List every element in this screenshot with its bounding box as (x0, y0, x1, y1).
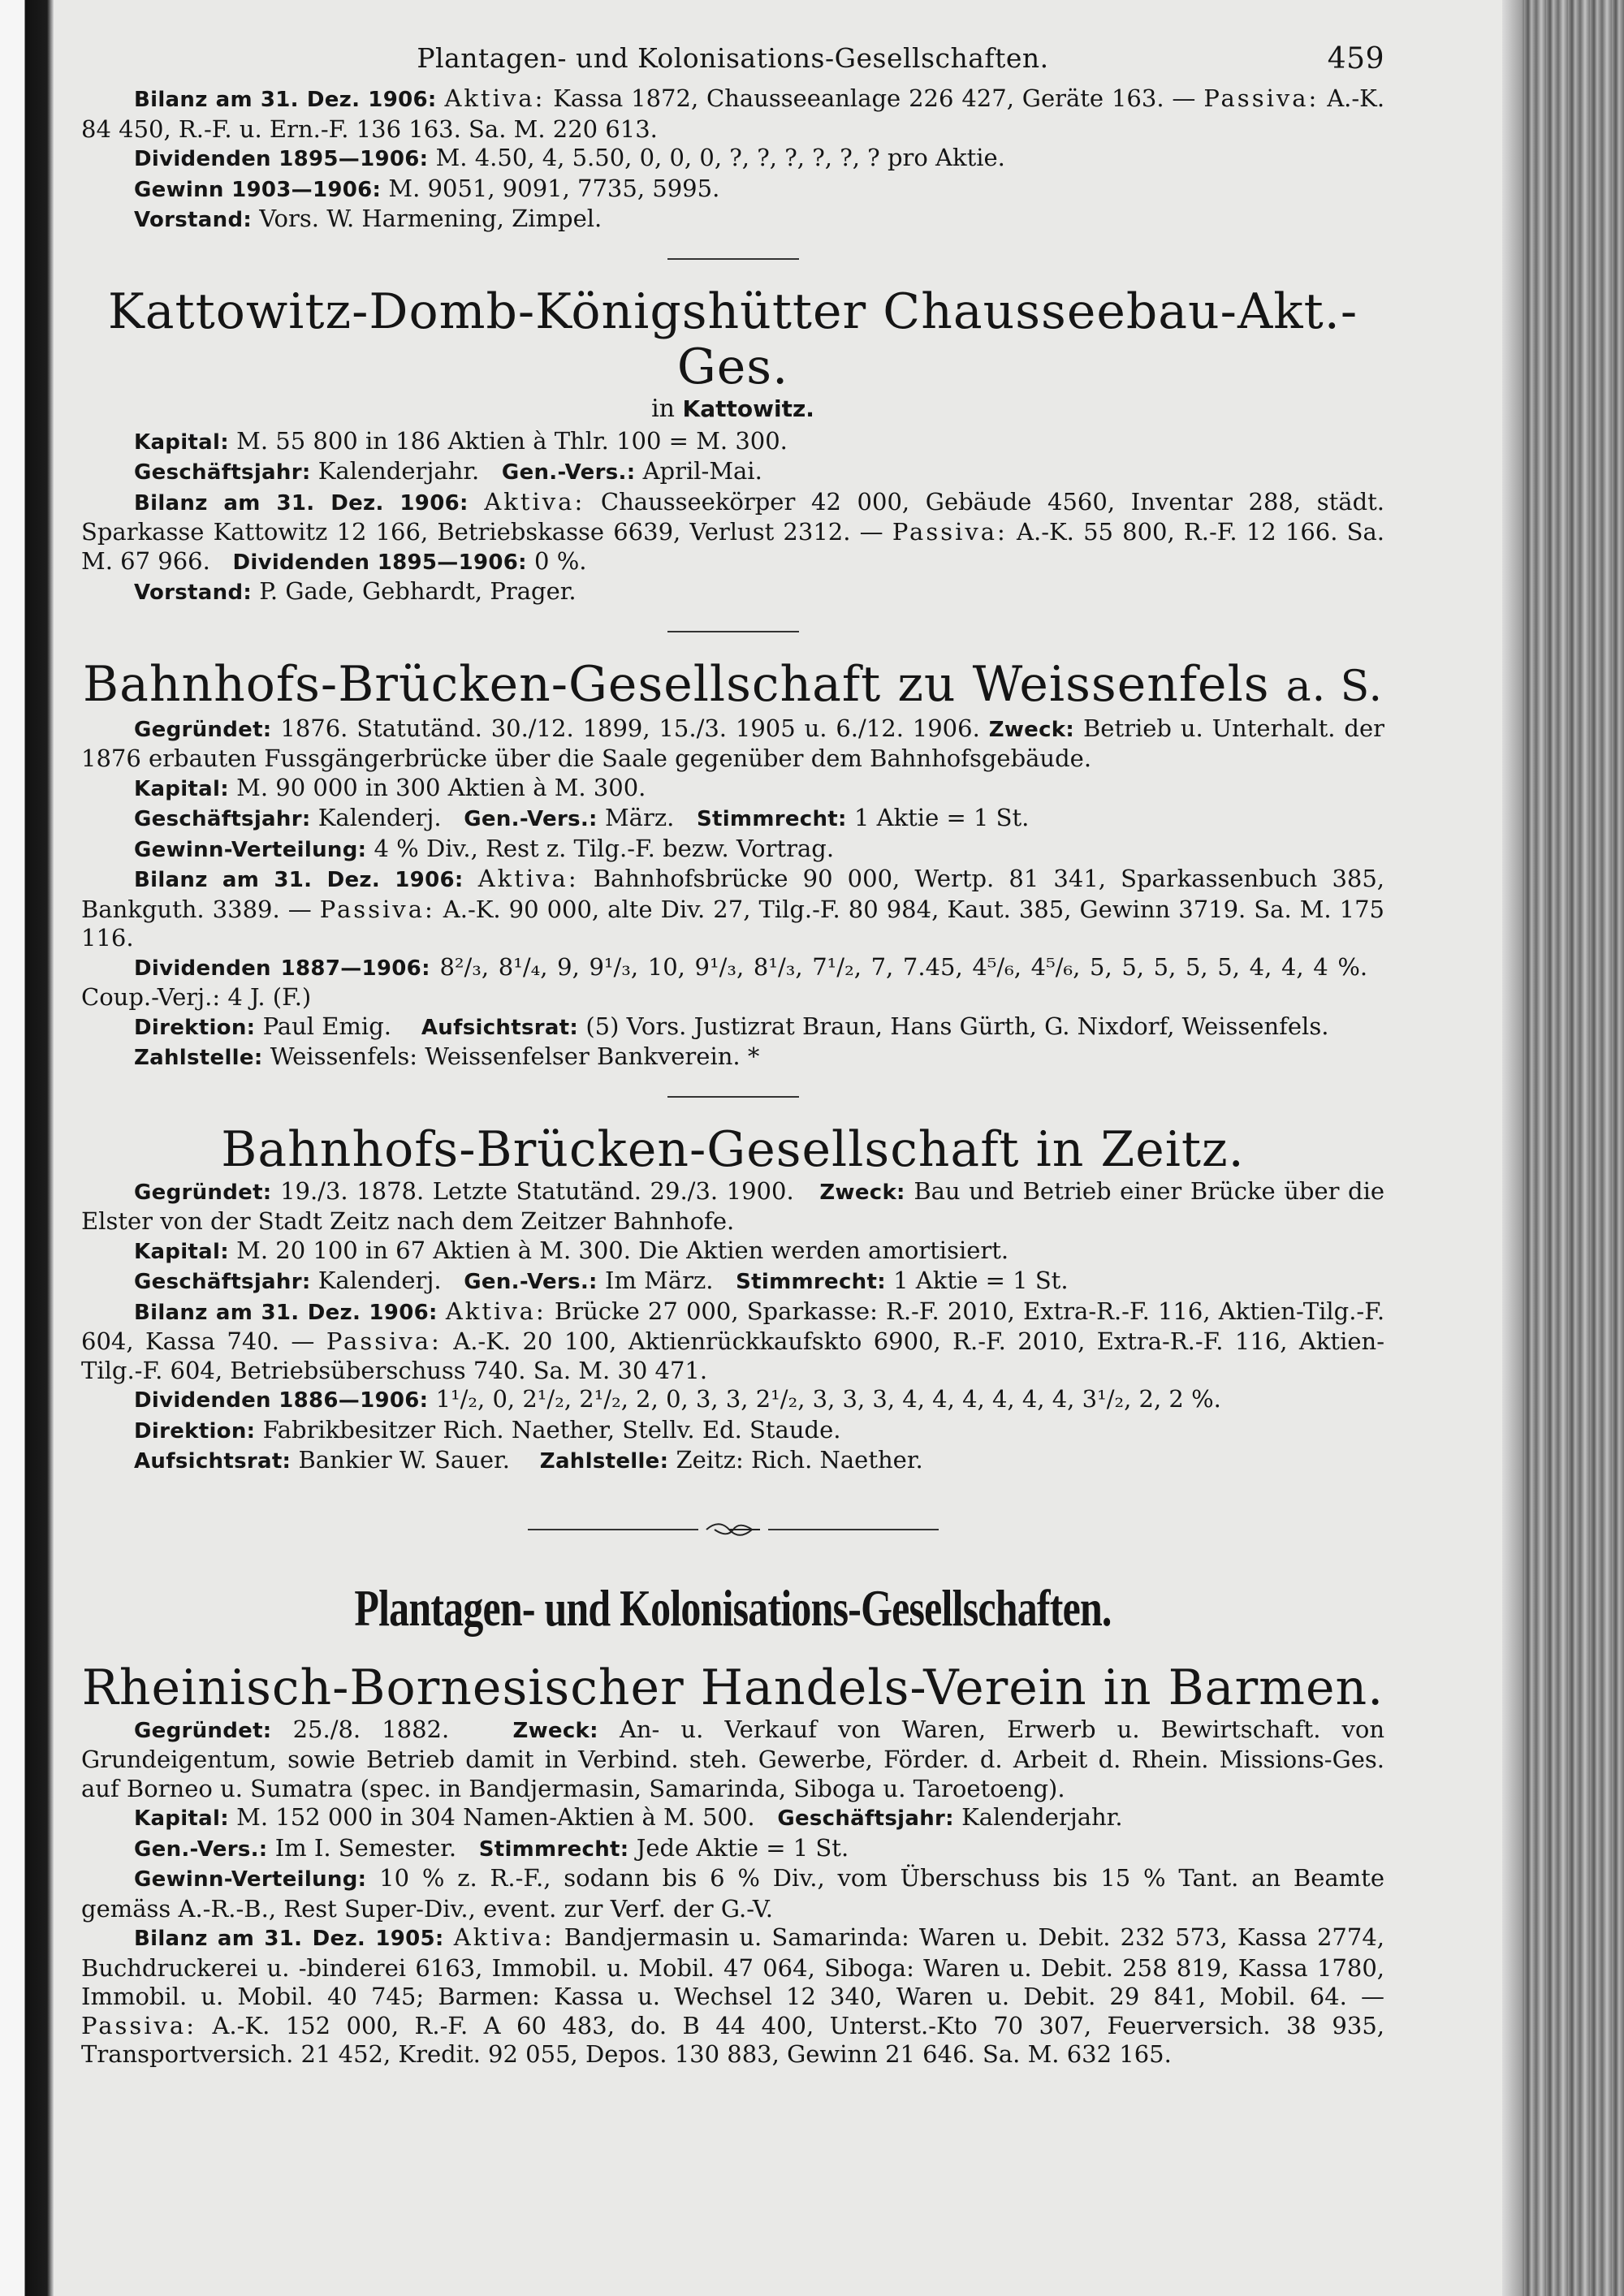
page-number: 459 (1327, 42, 1384, 76)
kapital-line: Kapital: M. 20 100 in 67 Aktien à M. 300. Die Aktien werden amortisiert. (134, 1236, 1009, 1264)
separator-rule (667, 258, 799, 260)
gewinnverteilung-paragraph: Gewinn-Verteilung: 10 % z. R.-F., sodann bis 6 % Div., vom Überschuss bis 15 % Tant. an Beamte gemäss A.-R.-B., Rest Super-Div., event. zur Verf. der G.-V. (81, 1864, 1385, 1923)
section-ornament (81, 1521, 1384, 1539)
dividenden-paragraph: Dividenden 1887—1906: 8²/₃, 8¹/₄, 9, 9¹/₃, 10, 9¹/₃, 8¹/₃, 7¹/₂, 7, 7.45, 4⁵/₆, 4⁵/₆, 5, 5, 5, 5, 5, 4, 4, 4 %. Coup.-Verj.: 4 J. (F.) (81, 952, 1368, 1011)
gewinnverteilung-line: Gewinn-Verteilung: 4 % Div., Rest z. Tilg.-F. bezw. Vortrag. (134, 834, 835, 862)
scan-right-edge (1502, 0, 1624, 2296)
section-title: Plantagen- und Kolonisations-Gesellschaften. (354, 1578, 1112, 1637)
entry-previous-continuation (81, 84, 1384, 235)
entry-weissenfels (81, 657, 1384, 1073)
entry-location: in Kattowitz. (651, 394, 814, 423)
direktion-paragraph: Direktion: Paul Emig. Aufsichtsrat: (5) Vors. Justizrat Braun, Hans Gürth, G. Nixdorf, Weissenfels. (134, 1012, 1329, 1040)
bilanz-paragraph: Bilanz am 31. Dez. 1906: Aktiva: Bahnhofsbrücke 90 000, Wertp. 81 341, Sparkassenbuch 385, Bankguth. 3389. — Passiva: A.-K. 90 000, alte Div. 27, Tilg.-F. 80 984, Kaut. 385, Gewinn 3719. Sa. M. 175 116. (81, 865, 1385, 952)
kapital-line: Kapital: M. 90 000 in 300 Aktien à M. 300. (134, 773, 646, 801)
running-head-title: Plantagen- und Kolonisations-Gesellschaften. (417, 42, 1049, 74)
kapital-line: Kapital: M. 55 800 in 186 Aktien à Thlr. 100 = M. 300. (134, 426, 788, 455)
kapital-paragraph: Kapital: M. 152 000 in 304 Namen-Aktien à M. 500. Geschäftsjahr: Kalenderjahr. (134, 1803, 1123, 1831)
dividenden-line: Dividenden 1886—1906: 1¹/₂, 0, 2¹/₂, 2¹/₂, 2, 0, 3, 3, 2¹/₂, 3, 3, 3, 4, 4, 4, 4, 4, 4, 3¹/₂, 2, 2 %. (134, 1385, 1221, 1413)
aufsichtsrat-line: Aufsichtsrat: Bankier W. Sauer. Zahlstelle: Zeitz: Rich. Naether. (134, 1446, 923, 1474)
entry-barmen (81, 1660, 1384, 2069)
dividenden-line: Dividenden 1895—1906: M. 4.50, 4, 5.50, 0, 0, 0, ?, ?, ?, ?, ?, ? pro Aktie. (134, 144, 1005, 171)
entry-zeitz (81, 1122, 1384, 1477)
entry-title: Rheinisch-Bornesischer Handels-Verein in Barmen. (81, 1659, 1384, 1716)
gewinn-line: Gewinn 1903—1906: M. 9051, 9091, 7735, 5995. (134, 174, 720, 202)
zahlstelle-line: Zahlstelle: Weissenfels: Weissenfelser Bankverein. * (134, 1042, 760, 1070)
gegruendet-paragraph: Gegründet: 25./8. 1882. Zweck: An- u. Verkauf von Waren, Erwerb u. Bewirtschaft. von Grundeigentum, sowie Betrieb damit in Verbind. steh. Gewerbe, Förder. d. Arbeit d. Rhein. Missions-Ges. auf Borneo u. Sumatra (spec. in Bandjermasin, Samarinda, Siboga u. Taroetoeng). (81, 1715, 1385, 1802)
running-head (81, 42, 1384, 84)
vorstand-line: Vorstand: P. Gade, Gebhardt, Prager. (134, 577, 577, 605)
document-page (81, 42, 1384, 2267)
direktion-line: Direktion: Fabrikbesitzer Rich. Naether, Stellv. Ed. Staude. (134, 1415, 841, 1444)
flourish-icon (705, 1521, 762, 1539)
gegruendet-paragraph: Gegründet: 19./3. 1878. Letzte Statutänd. 29./3. 1900. Zweck: Bau und Betrieb einer Brücke über die Elster von der Stadt Zeitz nach dem Zeitzer Bahnhofe. (81, 1176, 1385, 1235)
separator-rule (667, 1096, 799, 1098)
geschaeftsjahr-line: Geschäftsjahr: Kalenderjahr. Gen.-Vers.: April-Mai. (134, 457, 762, 485)
entry-kattowitz (81, 284, 1384, 608)
bilanz-paragraph: Bilanz am 31. Dez. 1906: Aktiva: Chausseekörper 42 000, Gebäude 4560, Inventar 288, städt. Sparkasse Kattowitz 12 166, Betriebskasse 6639, Verlust 2312. — Passiva: A.-K. 55 800, R.-F. 12 166. Sa. M. 67 966. Dividenden 1895—1906: 0 %. (81, 487, 1385, 575)
bilanz-paragraph: Bilanz am 31. Dez. 1906: Aktiva: Brücke 27 000, Sparkasse: R.-F. 2010, Extra-R.-F. 116, Aktien-Tilg.-F. 604, Kassa 740. — Passiva: A.-K. 20 100, Aktienrückkaufskto 6900, R.-F. 2010, Extra-R.-F. 116, Aktien-Tilg.-F. 604, Betriebsüberschuss 740. Sa. M. 30 471. (81, 1297, 1385, 1384)
geschaeftsjahr-line: Geschäftsjahr: Kalenderj. Gen.-Vers.: März. Stimmrecht: 1 Aktie = 1 St. (134, 804, 1030, 831)
geschaeftsjahr-line: Geschäftsjahr: Kalenderj. Gen.-Vers.: Im März. Stimmrecht: 1 Aktie = 1 St. (134, 1267, 1069, 1294)
separator-rule (667, 631, 799, 632)
gegruendet-paragraph: Gegründet: 1876. Statutänd. 30./12. 1899, 15./3. 1905 u. 6./12. 1906. Zweck: Betrieb u. Unterhalt. der 1876 erbauten Fussgängerbrücke über die Saale gegenüber dem Bahnhofsgebäude. (81, 714, 1384, 772)
bilanz-paragraph: Bilanz am 31. Dez. 1905: Aktiva: Bandjermasin u. Samarinda: Waren u. Debit. 232 573, Kassa 2774, Buchdruckerei u. -binderei 6163, Immobil. u. Mobil. 47 064, Siboga: Waren u. Debit. 258 819, Kassa 1780, Immobil. u. Mobil. 40 745; Barmen: Kassa u. Wechsel 12 340, Waren u. Debit. 29 841, Mobil. 64. — Passiva: A.-K. 152 000, R.-F. A 60 483, do. B 44 400, Unterst.-Kto 70 307, Feuerversich. 38 935, Transportversich. 21 452, Kredit. 92 055, Depos. 130 883, Gewinn 21 646. Sa. M. 632 165. (81, 1923, 1385, 2068)
entry-title: Bahnhofs-Brücken-Gesellschaft zu Weissenfels a. S. (83, 655, 1383, 713)
entry-title: Bahnhofs-Brücken-Gesellschaft in Zeitz. (221, 1120, 1245, 1178)
vorstand-line: Vorstand: Vors. W. Harmening, Zimpel. (134, 205, 603, 232)
entry-title: Kattowitz-Domb-Königshütter Chausseebau-Akt.-Ges. (107, 283, 1358, 395)
scan-left-edge (0, 0, 54, 2296)
bilanz-paragraph: Bilanz am 31. Dez. 1906: Aktiva: Kassa 1872, Chausseeanlage 226 427, Geräte 163. — Passiva: A.-K. 84 450, R.-F. u. Ern.-F. 136 163. Sa. M. 220 613. (81, 84, 1385, 143)
genvers-line: Gen.-Vers.: Im I. Semester. Stimmrecht: Jede Aktie = 1 St. (134, 1833, 849, 1862)
